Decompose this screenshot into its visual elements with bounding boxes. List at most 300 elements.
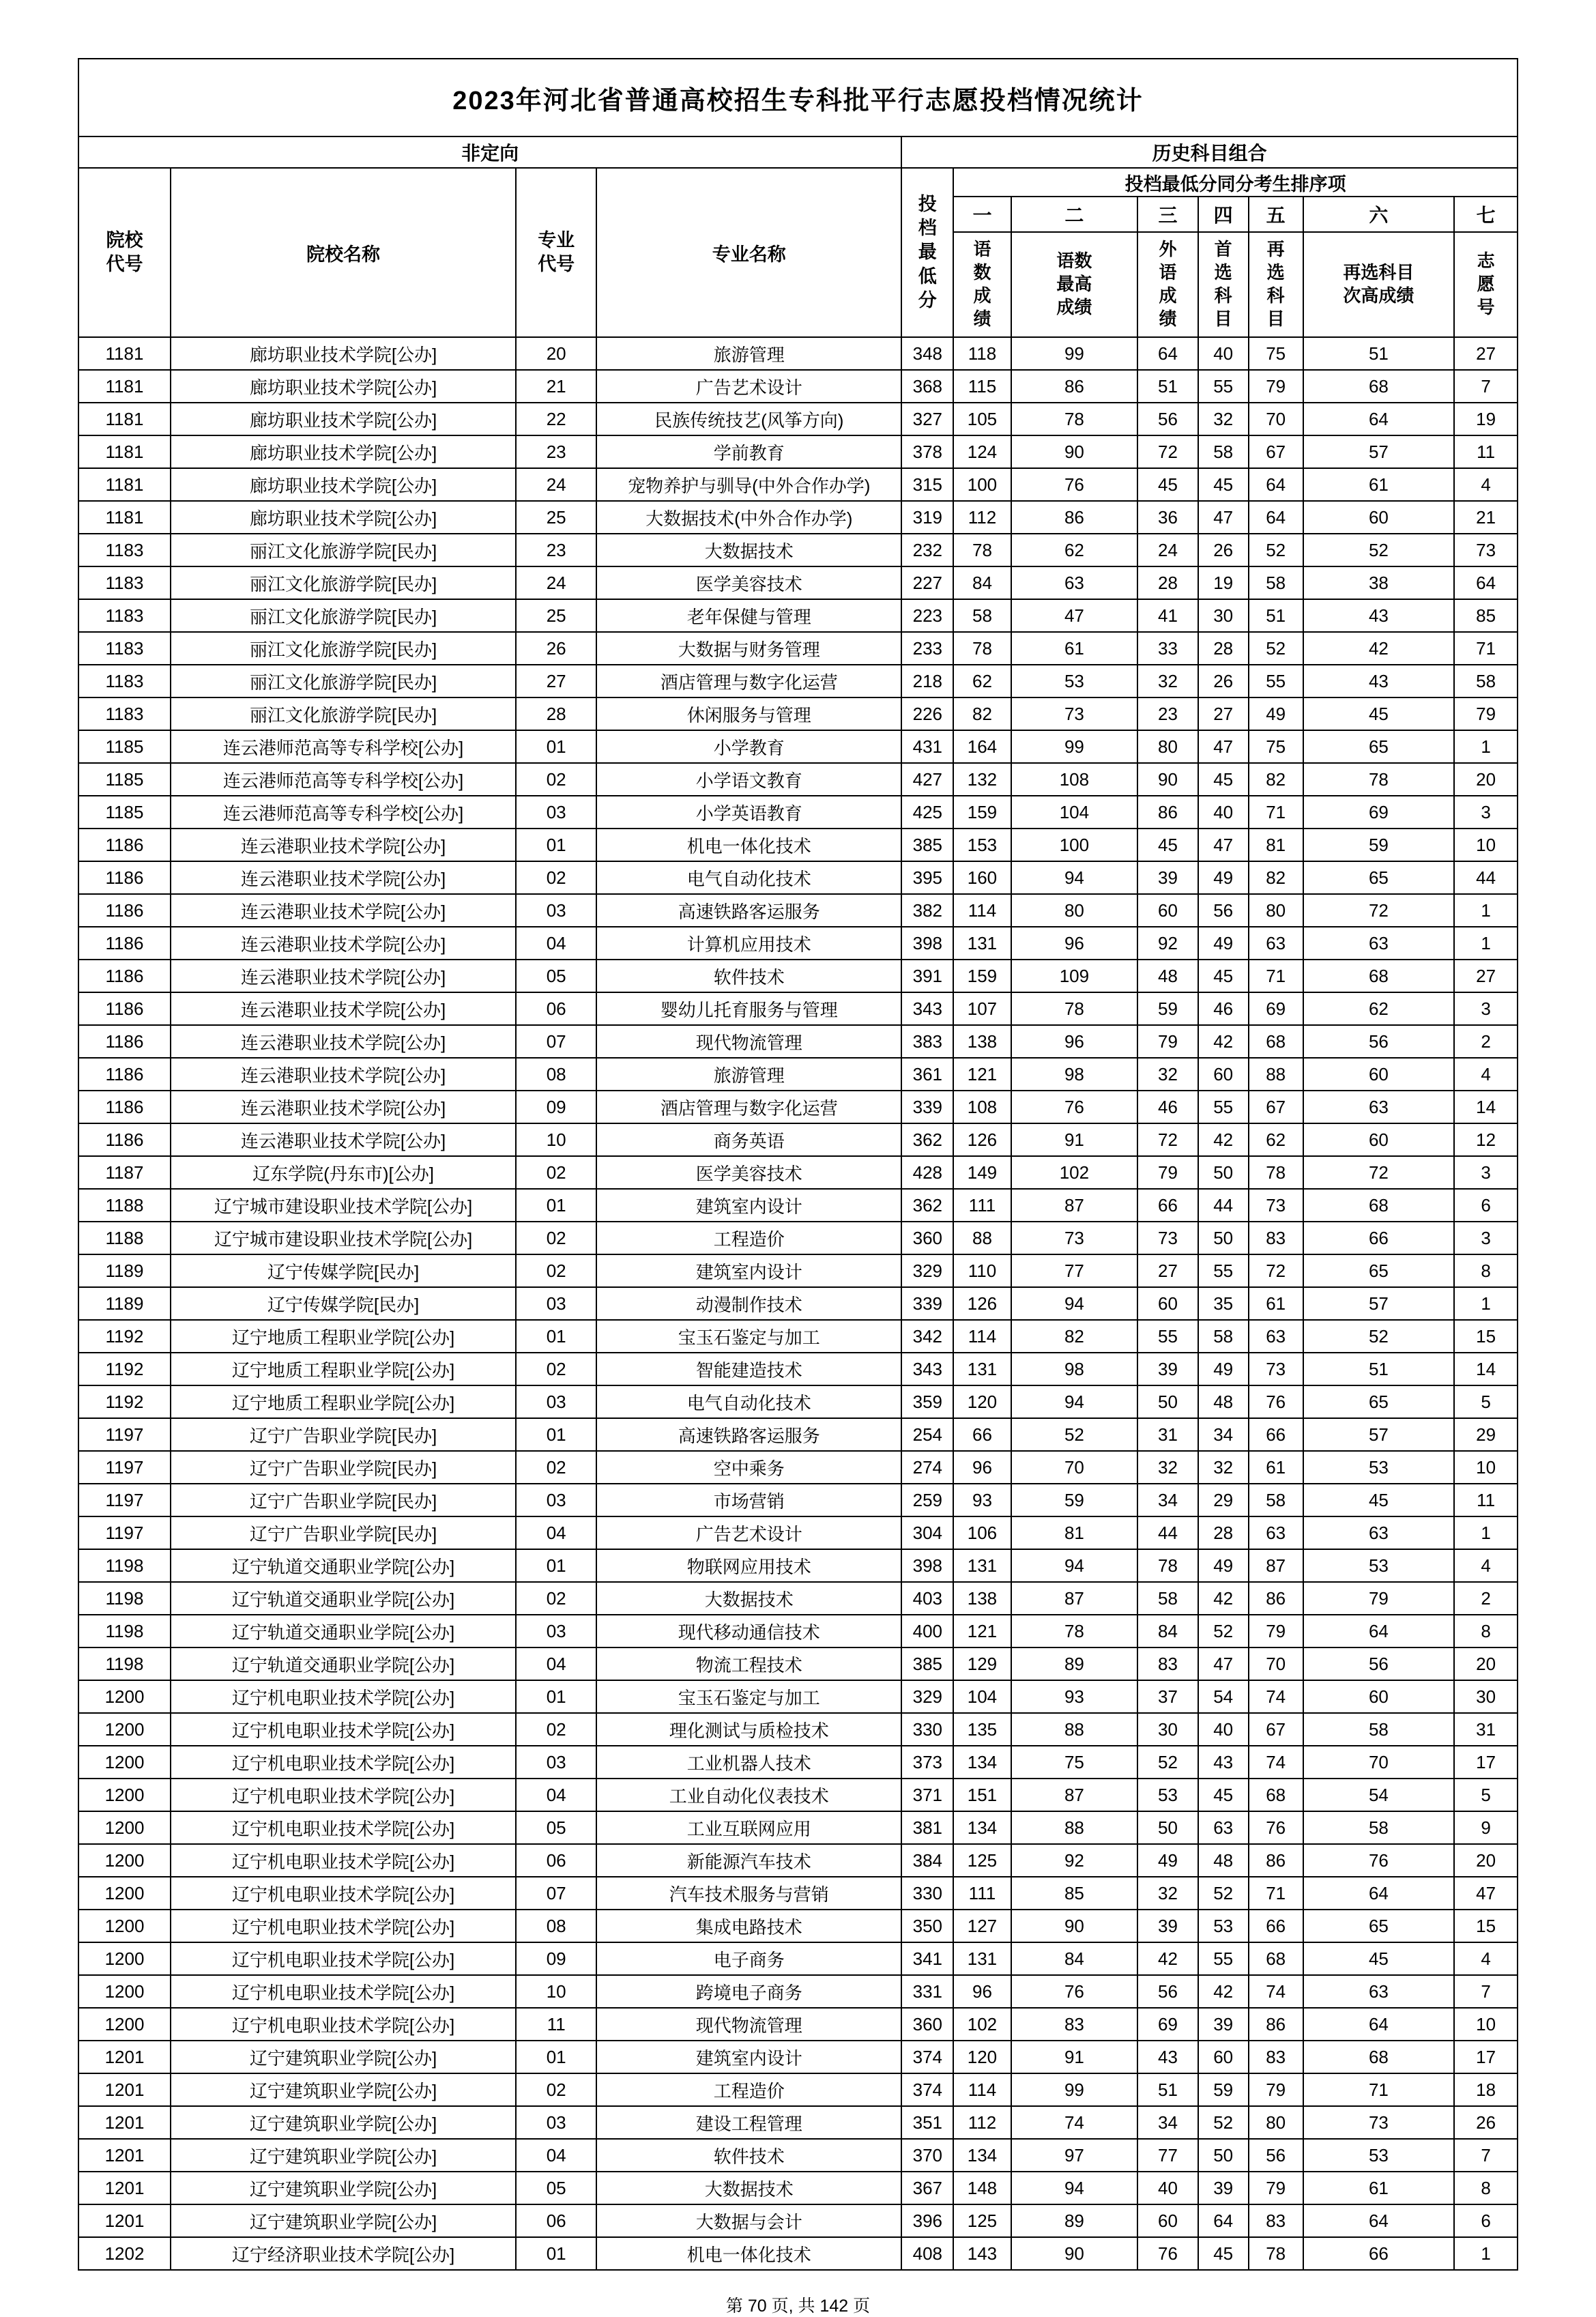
table-row: [78, 1746, 1518, 1779]
title-row: [78, 59, 1518, 136]
cell-score-col-2: 63: [1011, 566, 1138, 599]
cell-volunteer-number: 64: [1454, 566, 1518, 599]
cell-score-col-3: 39: [1137, 861, 1198, 894]
cell-score-col-4: 42: [1198, 1582, 1249, 1615]
table-row: [78, 763, 1518, 796]
cell-college-code: 1192: [78, 1353, 171, 1385]
cell-min-score: 304: [901, 1516, 953, 1549]
cell-volunteer-number: 10: [1454, 2008, 1518, 2041]
cell-min-score: 327: [901, 403, 953, 435]
cell-score-col-6: 51: [1303, 337, 1454, 370]
cell-min-score: 254: [901, 1418, 953, 1451]
cell-volunteer-number: 3: [1454, 796, 1518, 829]
cell-major-code: 05: [516, 2172, 596, 2204]
cell-score-col-1: 151: [953, 1779, 1011, 1811]
cell-score-col-6: 60: [1303, 1123, 1454, 1156]
table-row: [78, 829, 1518, 861]
cell-score-col-5: 71: [1249, 960, 1303, 992]
cell-college-name: 辽宁机电职业技术学院[公办]: [171, 1713, 516, 1746]
cell-score-col-3: 58: [1137, 1582, 1198, 1615]
cell-score-col-6: 56: [1303, 1025, 1454, 1058]
cell-score-col-6: 53: [1303, 2139, 1454, 2172]
cell-score-col-4: 48: [1198, 1844, 1249, 1877]
table-row: [78, 1680, 1518, 1713]
cell-score-col-3: 42: [1137, 1942, 1198, 1975]
table-row: [78, 1287, 1518, 1320]
cell-volunteer-number: 11: [1454, 1484, 1518, 1516]
cell-score-col-6: 42: [1303, 632, 1454, 665]
rank-label-text: 语数成绩: [973, 239, 991, 329]
cell-major-code: 23: [516, 534, 596, 566]
cell-score-col-4: 52: [1198, 1615, 1249, 1647]
cell-min-score: 368: [901, 370, 953, 403]
cell-college-code: 1198: [78, 1647, 171, 1680]
cell-college-code: 1183: [78, 697, 171, 730]
cell-score-col-4: 42: [1198, 1123, 1249, 1156]
cell-min-score: 343: [901, 992, 953, 1025]
cell-major-name: 宝玉石鉴定与加工: [596, 1680, 901, 1713]
table-row: [78, 370, 1518, 403]
cell-major-name: 旅游管理: [596, 1058, 901, 1091]
group-header-row: [78, 136, 1518, 168]
cell-score-col-2: 73: [1011, 1222, 1138, 1254]
cell-major-name: 建筑室内设计: [596, 2041, 901, 2073]
table-row: [78, 1549, 1518, 1582]
cell-score-col-6: 61: [1303, 2172, 1454, 2204]
cell-score-col-5: 63: [1249, 1516, 1303, 1549]
cell-major-code: 03: [516, 1746, 596, 1779]
cell-score-col-4: 56: [1198, 894, 1249, 927]
cell-score-col-4: 49: [1198, 1549, 1249, 1582]
cell-score-col-6: 65: [1303, 1910, 1454, 1942]
cell-min-score: 378: [901, 435, 953, 468]
cell-score-col-6: 53: [1303, 1451, 1454, 1484]
table-row: [78, 894, 1518, 927]
cell-score-col-2: 76: [1011, 468, 1138, 501]
cell-score-col-6: 64: [1303, 2008, 1454, 2041]
cell-score-col-3: 78: [1137, 1549, 1198, 1582]
cell-score-col-1: 120: [953, 2041, 1011, 2073]
cell-score-col-3: 23: [1137, 697, 1198, 730]
cell-major-code: 02: [516, 1156, 596, 1189]
cell-score-col-2: 76: [1011, 1975, 1138, 2008]
cell-min-score: 427: [901, 763, 953, 796]
cell-volunteer-number: 7: [1454, 2139, 1518, 2172]
cell-college-code: 1200: [78, 1877, 171, 1910]
cell-major-code: 02: [516, 763, 596, 796]
cell-score-col-2: 73: [1011, 697, 1138, 730]
table-row: [78, 927, 1518, 960]
cell-college-code: 1201: [78, 2106, 171, 2139]
cell-college-code: 1186: [78, 1123, 171, 1156]
table-body: [78, 337, 1518, 2270]
cell-college-name: 丽江文化旅游学院[民办]: [171, 566, 516, 599]
cell-major-name: 软件技术: [596, 960, 901, 992]
cell-score-col-1: 114: [953, 1320, 1011, 1353]
table-row: [78, 1451, 1518, 1484]
cell-major-name: 汽车技术服务与营销: [596, 1877, 901, 1910]
cell-college-name: 连云港职业技术学院[公办]: [171, 992, 516, 1025]
cell-volunteer-number: 21: [1454, 501, 1518, 534]
cell-min-score: 232: [901, 534, 953, 566]
cell-college-code: 1186: [78, 1025, 171, 1058]
cell-score-col-2: 81: [1011, 1516, 1138, 1549]
cell-min-score: 385: [901, 1647, 953, 1680]
cell-score-col-2: 104: [1011, 796, 1138, 829]
table-row: [78, 2008, 1518, 2041]
cell-major-name: 大数据技术: [596, 2172, 901, 2204]
cell-college-name: 辽宁地质工程职业学院[公办]: [171, 1385, 516, 1418]
cell-college-code: 1181: [78, 337, 171, 370]
cell-score-col-4: 34: [1198, 1418, 1249, 1451]
cell-major-code: 26: [516, 632, 596, 665]
cell-score-col-3: 40: [1137, 2172, 1198, 2204]
cell-score-col-3: 86: [1137, 796, 1198, 829]
cell-major-code: 01: [516, 1680, 596, 1713]
cell-score-col-5: 78: [1249, 2237, 1303, 2270]
cell-min-score: 233: [901, 632, 953, 665]
cell-college-code: 1186: [78, 829, 171, 861]
cell-score-col-4: 53: [1198, 1910, 1249, 1942]
rank-label-7: [1454, 232, 1518, 337]
cell-score-col-6: 79: [1303, 1582, 1454, 1615]
cell-volunteer-number: 85: [1454, 599, 1518, 632]
cell-score-col-1: 125: [953, 2204, 1011, 2237]
rank-label-4: [1198, 232, 1249, 337]
cell-score-col-3: 60: [1137, 894, 1198, 927]
cell-score-col-5: 63: [1249, 927, 1303, 960]
cell-min-score: 329: [901, 1254, 953, 1287]
cell-college-code: 1189: [78, 1254, 171, 1287]
cell-score-col-1: 58: [953, 599, 1011, 632]
cell-score-col-3: 69: [1137, 2008, 1198, 2041]
cell-score-col-1: 62: [953, 665, 1011, 697]
cell-college-name: 辽宁轨道交通职业学院[公办]: [171, 1549, 516, 1582]
table-row: [78, 1910, 1518, 1942]
cell-score-col-2: 78: [1011, 992, 1138, 1025]
cell-score-col-5: 68: [1249, 1025, 1303, 1058]
cell-score-col-5: 69: [1249, 992, 1303, 1025]
cell-score-col-2: 87: [1011, 1582, 1138, 1615]
cell-min-score: 371: [901, 1779, 953, 1811]
cell-score-col-5: 75: [1249, 337, 1303, 370]
rank-label-text: 外语成绩: [1159, 239, 1177, 329]
cell-score-col-5: 83: [1249, 1222, 1303, 1254]
cell-volunteer-number: 1: [1454, 927, 1518, 960]
cell-college-code: 1201: [78, 2073, 171, 2106]
rank-number-5: 五: [1249, 197, 1303, 232]
cell-score-col-3: 56: [1137, 403, 1198, 435]
cell-major-code: 11: [516, 2008, 596, 2041]
cell-score-col-1: 115: [953, 370, 1011, 403]
cell-score-col-1: 126: [953, 1287, 1011, 1320]
cell-score-col-6: 64: [1303, 2204, 1454, 2237]
table-row: [78, 468, 1518, 501]
cell-score-col-5: 83: [1249, 2041, 1303, 2073]
cell-college-name: 辽宁广告职业学院[民办]: [171, 1418, 516, 1451]
cell-score-col-5: 86: [1249, 1844, 1303, 1877]
cell-college-code: 1200: [78, 1975, 171, 2008]
cell-score-col-1: 111: [953, 1189, 1011, 1222]
cell-college-name: 辽宁建筑职业学院[公办]: [171, 2041, 516, 2073]
cell-score-col-2: 93: [1011, 1680, 1138, 1713]
cell-score-col-1: 121: [953, 1058, 1011, 1091]
cell-major-name: 现代物流管理: [596, 2008, 901, 2041]
table-row: [78, 1811, 1518, 1844]
cell-score-col-1: 131: [953, 1549, 1011, 1582]
cell-score-col-3: 33: [1137, 632, 1198, 665]
cell-score-col-2: 99: [1011, 730, 1138, 763]
cell-score-col-4: 50: [1198, 2139, 1249, 2172]
cell-score-col-1: 78: [953, 534, 1011, 566]
cell-score-col-6: 53: [1303, 1549, 1454, 1582]
cell-volunteer-number: 29: [1454, 1418, 1518, 1451]
cell-college-name: 辽宁地质工程职业学院[公办]: [171, 1320, 516, 1353]
cell-major-code: 02: [516, 1713, 596, 1746]
cell-score-col-5: 82: [1249, 861, 1303, 894]
cell-score-col-5: 56: [1249, 2139, 1303, 2172]
cell-score-col-5: 82: [1249, 763, 1303, 796]
cell-score-col-5: 61: [1249, 1451, 1303, 1484]
cell-major-name: 宝玉石鉴定与加工: [596, 1320, 901, 1353]
table-row: [78, 1189, 1518, 1222]
cell-major-code: 01: [516, 730, 596, 763]
cell-score-col-5: 67: [1249, 435, 1303, 468]
cell-min-score: 361: [901, 1058, 953, 1091]
cell-min-score: 381: [901, 1811, 953, 1844]
cell-volunteer-number: 19: [1454, 403, 1518, 435]
col-header-min-score: [901, 168, 953, 337]
cell-score-col-4: 47: [1198, 1647, 1249, 1680]
cell-college-name: 辽宁经济职业技术学院[公办]: [171, 2237, 516, 2270]
cell-score-col-5: 49: [1249, 697, 1303, 730]
rank-number-7: 七: [1454, 197, 1518, 232]
table-row: [78, 1516, 1518, 1549]
cell-score-col-6: 64: [1303, 1877, 1454, 1910]
cell-college-name: 廊坊职业技术学院[公办]: [171, 501, 516, 534]
cell-college-code: 1188: [78, 1222, 171, 1254]
cell-major-code: 01: [516, 1549, 596, 1582]
cell-score-col-3: 59: [1137, 992, 1198, 1025]
cell-score-col-4: 63: [1198, 1811, 1249, 1844]
cell-score-col-1: 160: [953, 861, 1011, 894]
table-row: [78, 1615, 1518, 1647]
cell-volunteer-number: 79: [1454, 697, 1518, 730]
cell-college-name: 辽宁广告职业学院[民办]: [171, 1451, 516, 1484]
cell-volunteer-number: 1: [1454, 730, 1518, 763]
cell-min-score: 348: [901, 337, 953, 370]
cell-score-col-6: 45: [1303, 1942, 1454, 1975]
cell-score-col-2: 94: [1011, 1549, 1138, 1582]
cell-score-col-1: 134: [953, 1811, 1011, 1844]
cell-college-name: 廊坊职业技术学院[公办]: [171, 370, 516, 403]
cell-college-name: 连云港职业技术学院[公办]: [171, 927, 516, 960]
cell-volunteer-number: 31: [1454, 1713, 1518, 1746]
cell-score-col-1: 121: [953, 1615, 1011, 1647]
cell-score-col-4: 42: [1198, 1975, 1249, 2008]
cell-college-code: 1200: [78, 1680, 171, 1713]
rank-number-2: 二: [1011, 197, 1138, 232]
cell-score-col-5: 74: [1249, 1680, 1303, 1713]
cell-major-code: 25: [516, 599, 596, 632]
cell-major-code: 03: [516, 1385, 596, 1418]
cell-major-code: 02: [516, 1353, 596, 1385]
cell-major-code: 01: [516, 2237, 596, 2270]
cell-major-name: 电气自动化技术: [596, 861, 901, 894]
cell-college-code: 1200: [78, 1910, 171, 1942]
cell-score-col-5: 66: [1249, 1418, 1303, 1451]
cell-score-col-6: 69: [1303, 796, 1454, 829]
cell-score-col-1: 134: [953, 2139, 1011, 2172]
cell-score-col-4: 44: [1198, 1189, 1249, 1222]
cell-score-col-4: 49: [1198, 1353, 1249, 1385]
cell-score-col-1: 82: [953, 697, 1011, 730]
cell-score-col-4: 50: [1198, 1222, 1249, 1254]
cell-major-name: 休闲服务与管理: [596, 697, 901, 730]
cell-score-col-3: 31: [1137, 1418, 1198, 1451]
cell-score-col-2: 82: [1011, 1320, 1138, 1353]
cell-volunteer-number: 3: [1454, 1222, 1518, 1254]
cell-score-col-3: 27: [1137, 1254, 1198, 1287]
cell-min-score: 330: [901, 1877, 953, 1910]
cell-volunteer-number: 11: [1454, 435, 1518, 468]
cell-college-name: 辽宁机电职业技术学院[公办]: [171, 1877, 516, 1910]
table-row: [78, 403, 1518, 435]
cell-score-col-3: 46: [1137, 1091, 1198, 1123]
cell-min-score: 383: [901, 1025, 953, 1058]
cell-score-col-1: 108: [953, 1091, 1011, 1123]
cell-major-code: 05: [516, 960, 596, 992]
cell-college-name: 连云港职业技术学院[公办]: [171, 1025, 516, 1058]
cell-volunteer-number: 9: [1454, 1811, 1518, 1844]
cell-score-col-6: 60: [1303, 501, 1454, 534]
cell-score-col-2: 99: [1011, 2073, 1138, 2106]
cell-major-code: 27: [516, 665, 596, 697]
cell-major-code: 02: [516, 861, 596, 894]
cell-score-col-2: 94: [1011, 2172, 1138, 2204]
cell-major-code: 10: [516, 1123, 596, 1156]
cell-score-col-6: 70: [1303, 1746, 1454, 1779]
cell-volunteer-number: 10: [1454, 829, 1518, 861]
cell-score-col-6: 72: [1303, 1156, 1454, 1189]
cell-volunteer-number: 18: [1454, 2073, 1518, 2106]
cell-score-col-5: 64: [1249, 501, 1303, 534]
cell-score-col-4: 32: [1198, 1451, 1249, 1484]
cell-score-col-2: 47: [1011, 599, 1138, 632]
cell-major-name: 电气自动化技术: [596, 1385, 901, 1418]
cell-min-score: 339: [901, 1287, 953, 1320]
cell-major-name: 广告艺术设计: [596, 370, 901, 403]
cell-score-col-6: 57: [1303, 1418, 1454, 1451]
cell-score-col-2: 86: [1011, 501, 1138, 534]
column-header-row: [78, 168, 1518, 197]
cell-score-col-2: 80: [1011, 894, 1138, 927]
table-row: [78, 1156, 1518, 1189]
cell-score-col-3: 79: [1137, 1156, 1198, 1189]
cell-major-code: 08: [516, 1058, 596, 1091]
cell-min-score: 360: [901, 2008, 953, 2041]
table-row: [78, 1942, 1518, 1975]
cell-score-col-6: 78: [1303, 763, 1454, 796]
cell-volunteer-number: 20: [1454, 1844, 1518, 1877]
rank-label-6: [1303, 232, 1454, 337]
cell-score-col-2: 53: [1011, 665, 1138, 697]
table-row: [78, 1647, 1518, 1680]
cell-volunteer-number: 44: [1454, 861, 1518, 894]
cell-score-col-1: 126: [953, 1123, 1011, 1156]
table-row: [78, 566, 1518, 599]
cell-score-col-5: 87: [1249, 1549, 1303, 1582]
cell-score-col-6: 60: [1303, 1680, 1454, 1713]
rank-label-text: 首选科目: [1214, 239, 1232, 329]
cell-volunteer-number: 3: [1454, 992, 1518, 1025]
cell-score-col-5: 79: [1249, 370, 1303, 403]
cell-college-code: 1186: [78, 1091, 171, 1123]
cell-major-name: 高速铁路客运服务: [596, 894, 901, 927]
cell-score-col-1: 104: [953, 1680, 1011, 1713]
cell-score-col-4: 58: [1198, 435, 1249, 468]
cell-score-col-1: 112: [953, 501, 1011, 534]
cell-major-name: 酒店管理与数字化运营: [596, 1091, 901, 1123]
cell-score-col-6: 45: [1303, 1484, 1454, 1516]
cell-score-col-2: 52: [1011, 1418, 1138, 1451]
cell-college-code: 1183: [78, 566, 171, 599]
cell-score-col-6: 58: [1303, 1713, 1454, 1746]
cell-score-col-2: 92: [1011, 1844, 1138, 1877]
cell-major-name: 老年保健与管理: [596, 599, 901, 632]
cell-score-col-3: 28: [1137, 566, 1198, 599]
col-header-college-name: 院校名称: [171, 168, 516, 337]
cell-score-col-2: 89: [1011, 2204, 1138, 2237]
cell-score-col-5: 58: [1249, 566, 1303, 599]
cell-major-code: 04: [516, 1779, 596, 1811]
cell-score-col-2: 91: [1011, 1123, 1138, 1156]
cell-score-col-4: 39: [1198, 2008, 1249, 2041]
cell-score-col-1: 84: [953, 566, 1011, 599]
cell-score-col-4: 49: [1198, 861, 1249, 894]
cell-score-col-1: 138: [953, 1025, 1011, 1058]
cell-major-code: 02: [516, 1222, 596, 1254]
cell-min-score: 398: [901, 927, 953, 960]
cell-score-col-4: 50: [1198, 1156, 1249, 1189]
cell-major-name: 工业机器人技术: [596, 1746, 901, 1779]
cell-volunteer-number: 27: [1454, 337, 1518, 370]
cell-major-name: 现代移动通信技术: [596, 1615, 901, 1647]
cell-min-score: 223: [901, 599, 953, 632]
cell-major-code: 06: [516, 1844, 596, 1877]
cell-score-col-1: 164: [953, 730, 1011, 763]
cell-score-col-4: 47: [1198, 730, 1249, 763]
cell-volunteer-number: 4: [1454, 1549, 1518, 1582]
cell-volunteer-number: 20: [1454, 763, 1518, 796]
cell-score-col-6: 54: [1303, 1779, 1454, 1811]
cell-college-name: 丽江文化旅游学院[民办]: [171, 599, 516, 632]
cell-score-col-6: 65: [1303, 730, 1454, 763]
cell-college-name: 辽宁轨道交通职业学院[公办]: [171, 1647, 516, 1680]
rank-label-text: 再选科目次高成绩: [1343, 262, 1414, 306]
cell-score-col-1: 96: [953, 1451, 1011, 1484]
cell-volunteer-number: 8: [1454, 2172, 1518, 2204]
cell-major-name: 学前教育: [596, 435, 901, 468]
cell-major-name: 电子商务: [596, 1942, 901, 1975]
cell-college-code: 1200: [78, 1844, 171, 1877]
cell-college-name: 连云港师范高等专科学校[公办]: [171, 730, 516, 763]
cell-score-col-3: 49: [1137, 1844, 1198, 1877]
cell-volunteer-number: 2: [1454, 1582, 1518, 1615]
cell-volunteer-number: 6: [1454, 2204, 1518, 2237]
cell-score-col-5: 52: [1249, 632, 1303, 665]
cell-major-name: 医学美容技术: [596, 1156, 901, 1189]
